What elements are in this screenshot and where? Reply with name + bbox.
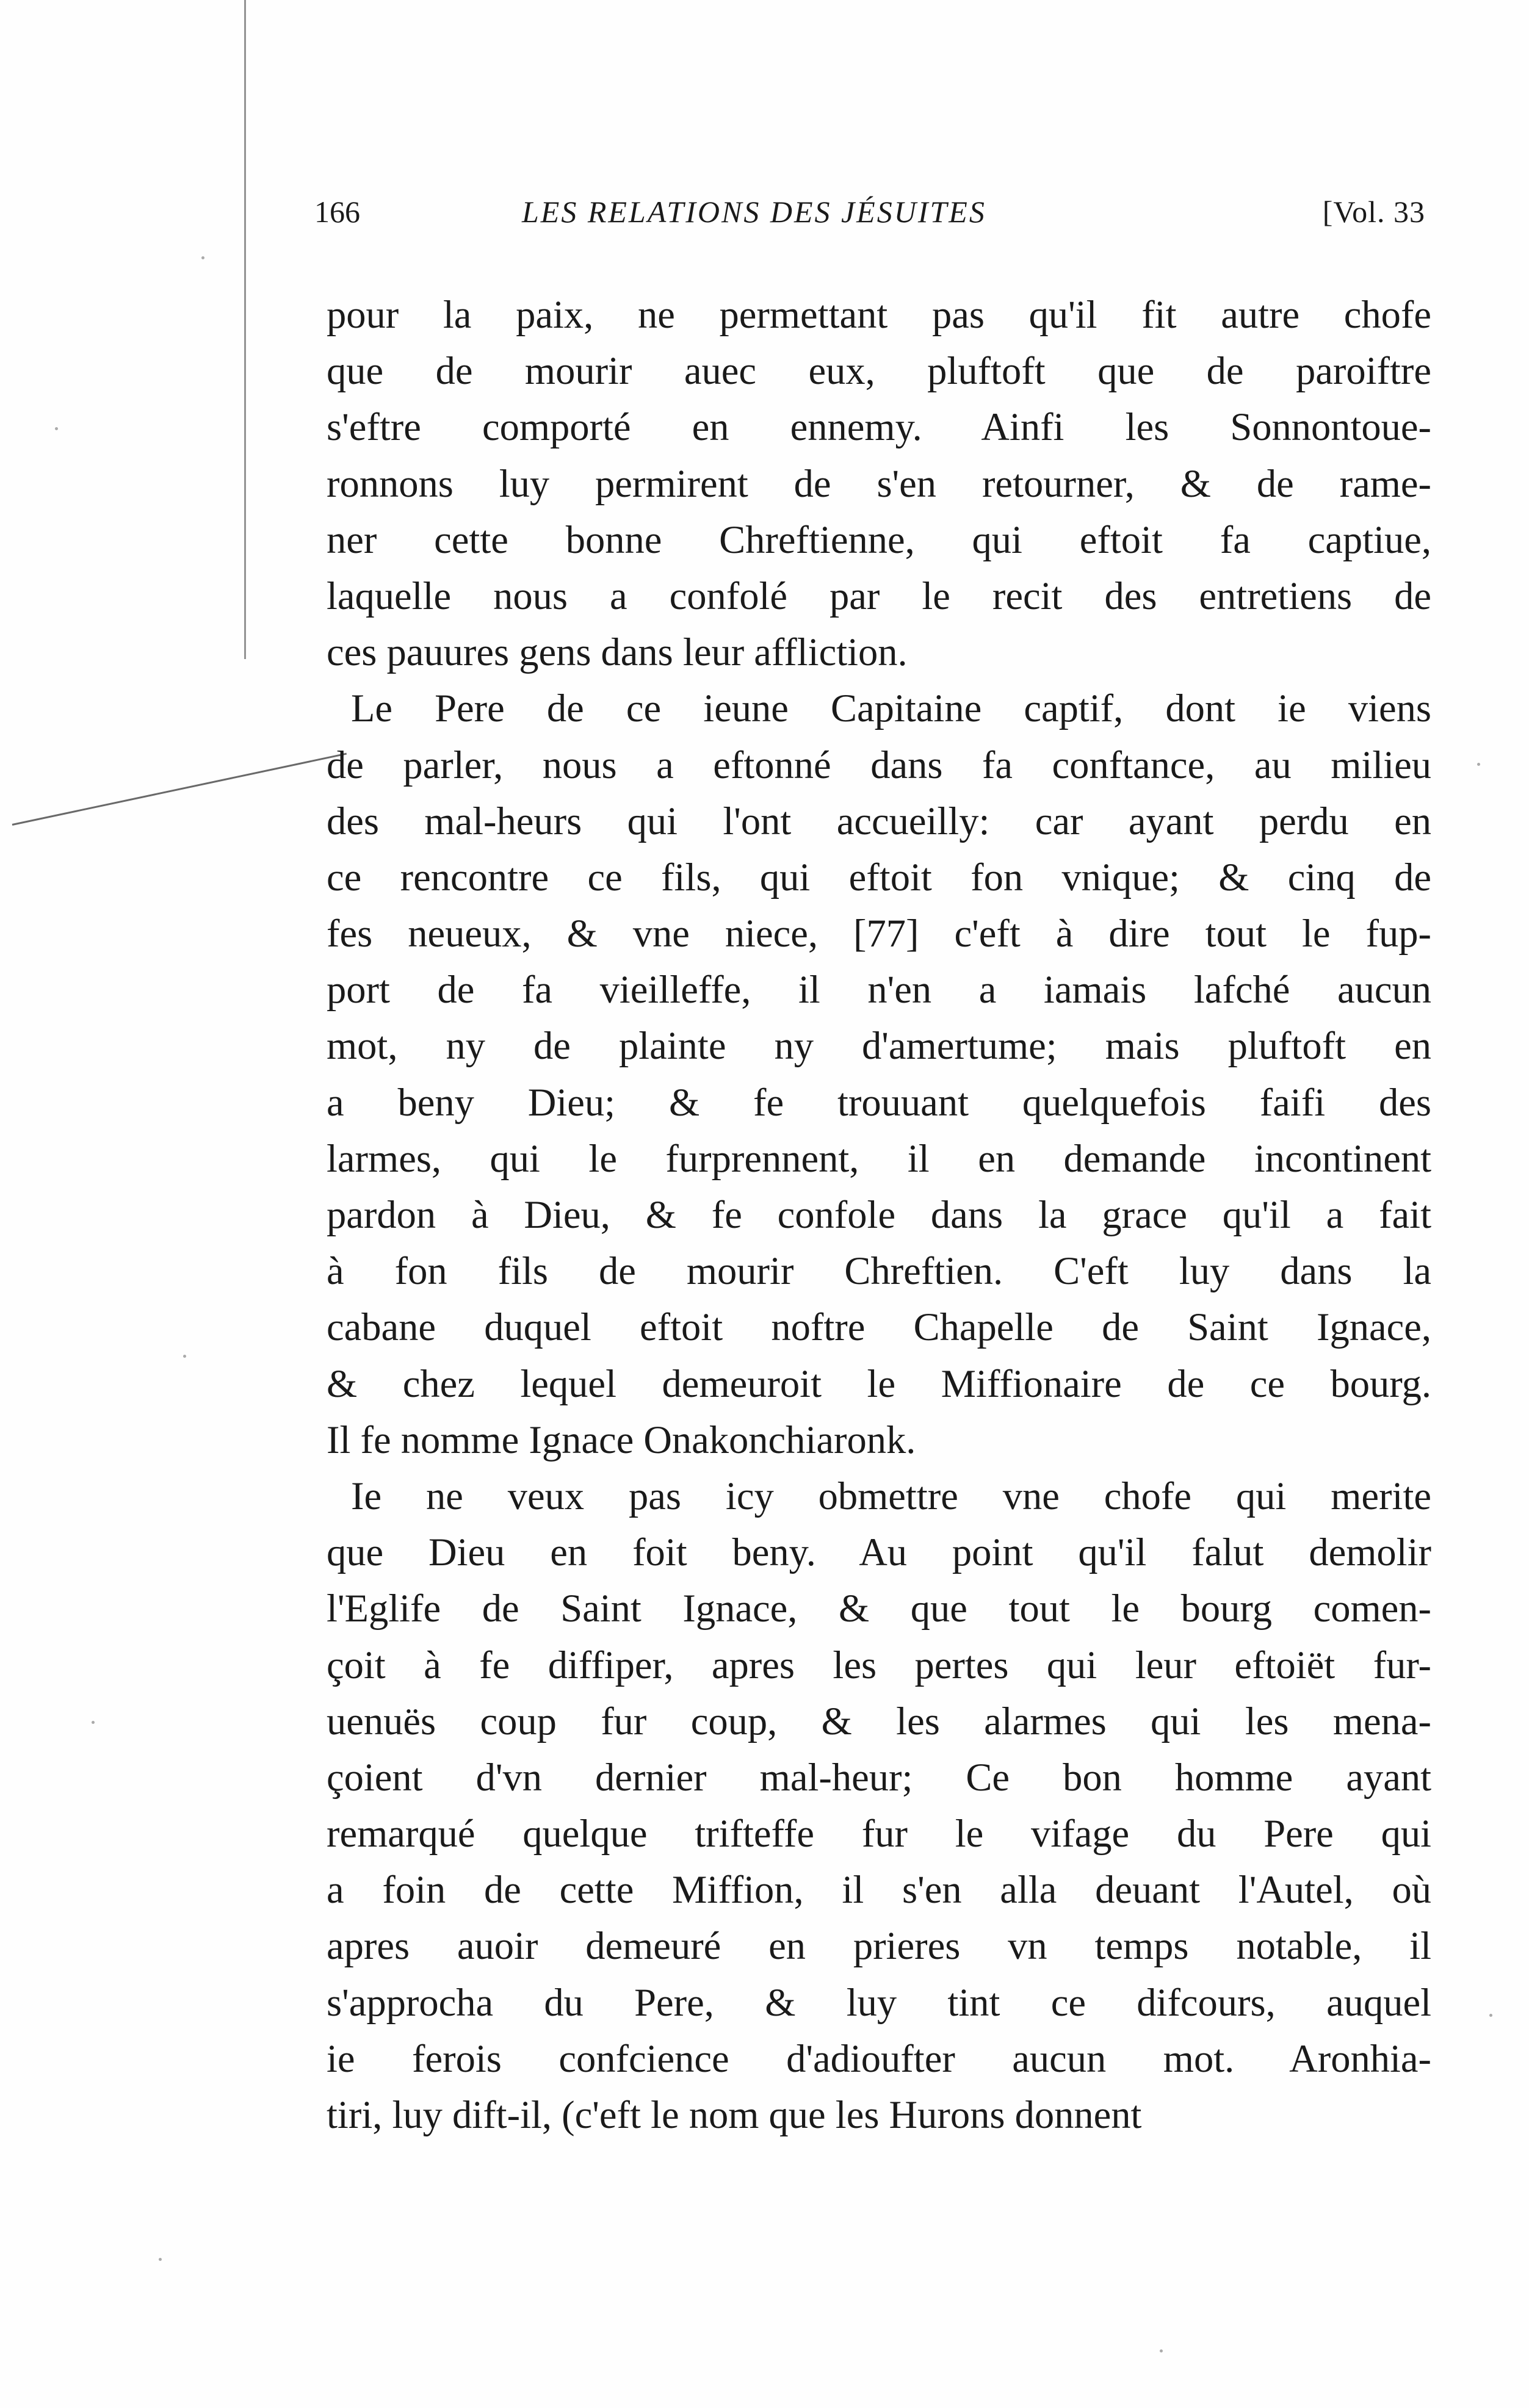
- text-line: laquelle nous a confolé par le recit des entretiens de: [327, 574, 1431, 618]
- text-line: que de mourir auec eux, pluftoft que de paroiftre: [327, 349, 1431, 393]
- text-line: ner cette bonne Chreftienne, qui eftoit fa captiue,: [327, 517, 1431, 561]
- page-number: 166: [314, 195, 360, 229]
- text-line: de parler, nous a eftonné dans fa conftance, au milieu: [327, 743, 1431, 787]
- text-line: tiri, luy dift-il, (c'eft le nom que les Hurons donnent: [327, 2093, 1142, 2136]
- text-line: l'Eglife de Saint Ignace, & que tout le bourg comen-: [327, 1587, 1431, 1631]
- text-line: ces pauures gens dans leur affliction.: [327, 630, 908, 674]
- text-line: çoient d'vn dernier mal-heur; Ce bon homme ayant: [327, 1755, 1431, 1799]
- text-line: pour la paix, ne permettant pas qu'il fit autre chofe: [327, 293, 1431, 336]
- running-header: [314, 194, 1425, 237]
- text-line: & chez lequel demeuroit le Miffionaire de ce bourg.: [327, 1361, 1431, 1405]
- text-line: remarqué quelque trifteffe fur le vifage du Pere qui: [327, 1812, 1431, 1856]
- margin-rule: [244, 0, 246, 659]
- text-line: Ie ne veux pas icy obmettre vne chofe qui merite: [351, 1474, 1431, 1518]
- text-line: çoit à fe diffiper, apres les pertes qui leur eftoiët fur-: [327, 1643, 1431, 1687]
- text-line: Il fe nomme Ignace Onakonchiaronk.: [327, 1418, 916, 1462]
- text-line: ie ferois confcience d'adioufter aucun mot. Aronhia-: [327, 2036, 1431, 2080]
- text-line: que Dieu en foit beny. Au point qu'il falut demolir: [327, 1530, 1431, 1574]
- pencil-stroke: [12, 753, 347, 826]
- text-line: cabane duquel eftoit noftre Chapelle de Saint Ignace,: [327, 1305, 1431, 1349]
- text-line: mot, ny de plainte ny d'amertume; mais pluftoft en: [327, 1024, 1431, 1068]
- text-line: à fon fils de mourir Chreftien. C'eft luy dans la: [327, 1249, 1431, 1293]
- text-line: uenuës coup fur coup, & les alarmes qui les mena-: [327, 1699, 1431, 1743]
- text-line: ce rencontre ce fils, qui eftoit fon vnique; & cinq de: [327, 855, 1431, 899]
- text-line: ronnons luy permirent de s'en retourner, & de rame-: [327, 461, 1431, 505]
- text-line: pardon à Dieu, & fe confole dans la grace qu'il a fait: [327, 1193, 1431, 1236]
- volume-label: [Vol. 33: [1322, 195, 1425, 229]
- text-line: s'eftre comporté en ennemy. Ainfi les Sonnontoue-: [327, 405, 1431, 449]
- text-line: larmes, qui le furprennent, il en demande incontinent: [327, 1136, 1431, 1180]
- text-line: a foin de cette Miffion, il s'en alla deuant l'Autel, où: [327, 1868, 1431, 1912]
- text-line: port de fa vieilleffe, il n'en a iamais lafché aucun: [327, 968, 1431, 1012]
- text-line: apres auoir demeuré en prieres vn temps notable, il: [327, 1924, 1431, 1968]
- body-text: [327, 287, 1431, 2143]
- text-line: a beny Dieu; & fe trouuant quelquefois faifi des: [327, 1080, 1431, 1124]
- text-line: Le Pere de ce ieune Capitaine captif, dont ie viens: [351, 687, 1431, 730]
- text-line: s'approcha du Pere, & luy tint ce difcours, auquel: [327, 1980, 1431, 2024]
- running-title: LES RELATIONS DES JÉSUITES: [522, 195, 986, 229]
- text-line: fes neueux, & vne niece, [77] c'eft à dire tout le fup-: [327, 912, 1431, 956]
- text-line: des mal-heurs qui l'ont accueilly: car ayant perdu en: [327, 799, 1431, 843]
